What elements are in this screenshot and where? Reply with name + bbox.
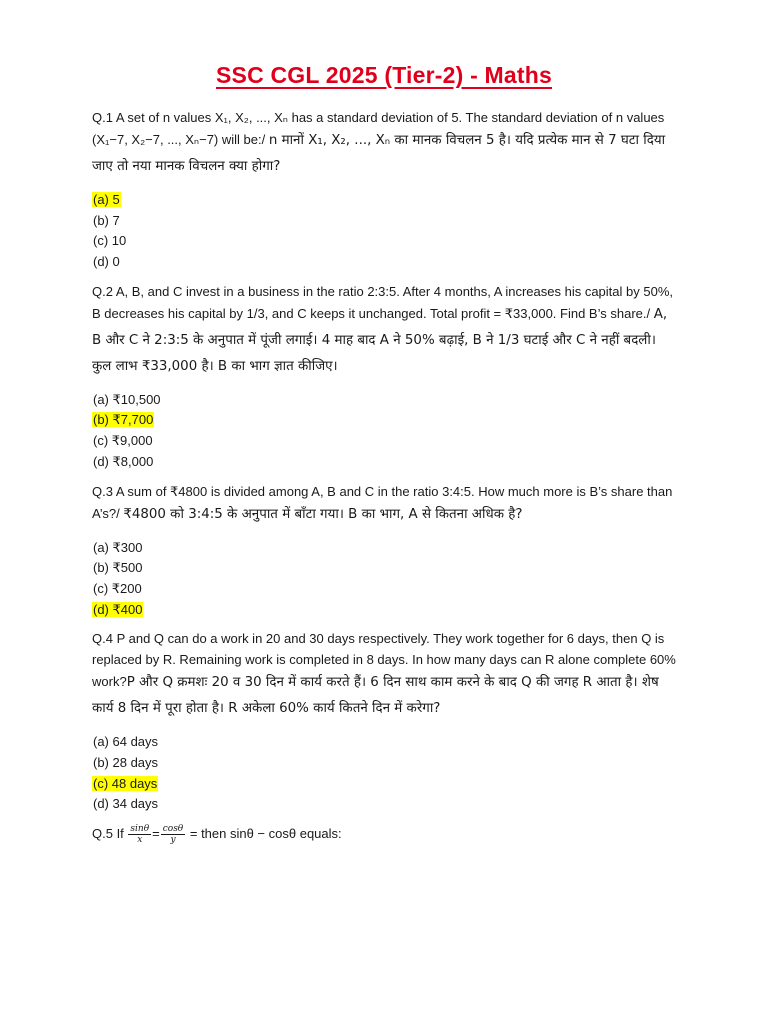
question-text-english: Q.2 A, B, and C invest in a business in the ratio 2:3:5. After 4 months, A increases his capital by 50%, B decreases his capital by 1/3, and C keeps it unchanged. Total profit = ₹33,000. Find B’s share./	[92, 283, 673, 321]
option-b	[92, 753, 676, 774]
option-label: (d) ₹8,000	[93, 453, 154, 469]
option-label: (d) 34 days	[93, 796, 159, 812]
option-c	[92, 774, 676, 795]
question-5	[92, 823, 676, 845]
question-text-hindi: P और Q क्रमशः 20 व 30 दिन में कार्य करते हैं। 6 दिन साथ काम करने के बाद Q की जगह R आता है। शेष कार्य 8 दिन में पूरा होता है। R अकेला 60% कार्य कितने दिन में करेगा?	[92, 675, 659, 717]
option-b	[92, 410, 676, 431]
question-prefix: Q.5 If	[92, 826, 124, 841]
fraction-numerator: cosθ	[162, 824, 184, 835]
option-c	[92, 431, 676, 452]
option-d	[92, 452, 676, 473]
option-label: (b) ₹500	[93, 560, 143, 576]
option-d	[92, 252, 676, 273]
fraction-denominator: y	[170, 835, 176, 846]
option-a	[92, 732, 676, 753]
option-b	[92, 558, 676, 579]
fraction-numerator: sinθ	[130, 824, 150, 835]
option-label: (c) 10	[93, 233, 127, 249]
option-c	[92, 579, 676, 600]
option-label: (c) 48 days	[93, 775, 158, 791]
option-label: (a) 64 days	[93, 734, 159, 750]
fraction-sin-over-x	[128, 824, 151, 845]
question-text	[92, 107, 676, 180]
equals-sign: =	[152, 826, 160, 841]
question-text-hindi: n मानों X₁, X₂, ..., Xₙ का मानक विचलन 5 है। यदि प्रत्येक मान से 7 घटा दिया जाए तो नया मानक विचलन क्या होगा?	[92, 133, 666, 174]
question-text-hindi: A, B और C ने 2:3:5 के अनुपात में पूंजी लगाई। 4 माह बाद A ने 50% बढ़ाई, B ने 1/3 घटाई और C ने नहीं बदली। कुल लाभ ₹33,000 है। B का भाग ज्ञात कीजिए।	[92, 306, 668, 374]
fraction-denominator: x	[137, 835, 143, 846]
option-label: (c) ₹200	[93, 580, 142, 596]
question-text	[92, 281, 676, 380]
option-c	[92, 231, 676, 252]
option-label: (a) ₹10,500	[93, 391, 161, 407]
option-list	[92, 538, 676, 621]
question-text	[92, 628, 676, 722]
option-label: (b) 28 days	[93, 754, 159, 770]
option-a	[92, 390, 676, 411]
option-list	[92, 732, 676, 815]
option-d	[92, 794, 676, 815]
option-label: (a) 5	[93, 192, 120, 207]
question-1	[92, 107, 676, 273]
question-text	[92, 823, 676, 845]
question-2	[92, 281, 676, 473]
option-a	[92, 190, 676, 211]
option-label: (b) ₹7,700	[93, 412, 154, 428]
question-text-english: Q.4 P and Q can do a work in 20 and 30 days respectively. They work together for 6 days, then Q is replaced by R. Remaining work is completed in 8 days. In how many days can R alone complete 60% work?	[92, 631, 676, 690]
question-3	[92, 481, 676, 621]
option-label: (a) ₹300	[93, 539, 143, 555]
question-text-english: Q.1 A set of n values X₁, X₂, ..., Xₙ has a standard deviation of 5. The standard deviation of n values (X₁−7, X₂−7, ..., Xₙ−7) will be:/	[92, 110, 665, 147]
option-a	[92, 538, 676, 559]
question-text	[92, 481, 676, 528]
option-label: (c) ₹9,000	[93, 433, 153, 449]
option-label: (b) 7	[93, 212, 120, 228]
option-label: (d) 0	[93, 254, 120, 270]
question-4	[92, 628, 676, 815]
option-list	[92, 190, 676, 273]
option-b	[92, 211, 676, 232]
option-list	[92, 390, 676, 473]
question-suffix: = then sinθ − cosθ equals:	[189, 826, 342, 841]
question-text-english: Q.3 A sum of ₹4800 is divided among A, B and C in the ratio 3:4:5. How much more is B’s share than A’s?/	[92, 483, 673, 521]
option-d	[92, 600, 676, 621]
page-title: SSC CGL 2025 (Tier-2) - Maths	[216, 62, 552, 88]
fraction-cos-over-y	[161, 824, 186, 845]
option-label: (d) ₹400	[93, 601, 143, 617]
question-text-hindi: ₹4800 को 3:4:5 के अनुपात में बाँटा गया। B का भाग, A से कितना अधिक है?	[123, 506, 523, 522]
